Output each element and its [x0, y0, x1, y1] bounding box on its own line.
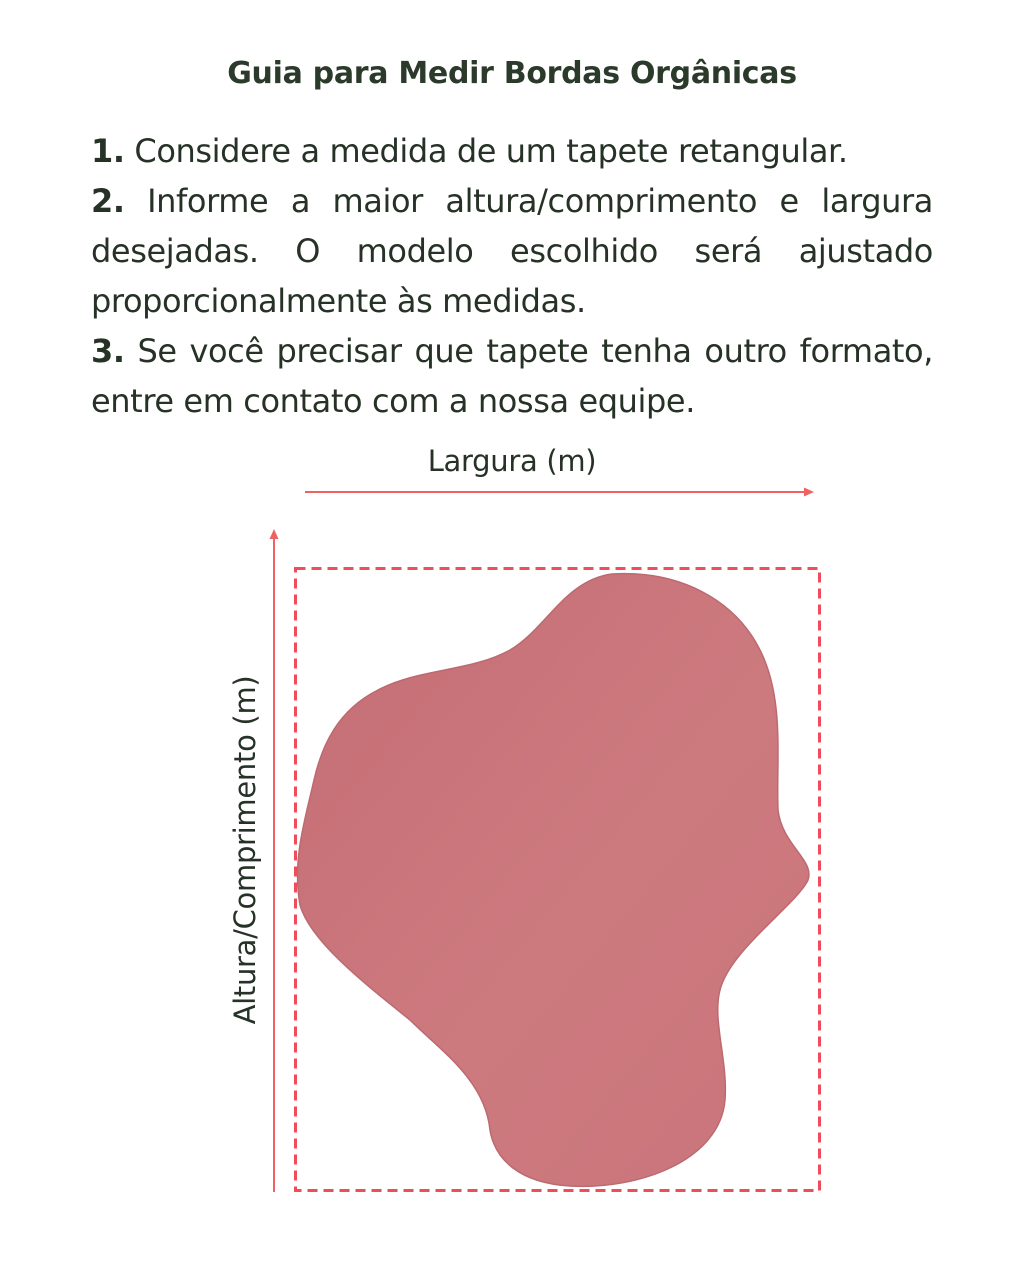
step-text: Considere a medida de um tapete retangular. — [124, 132, 848, 170]
step-number: 2. — [91, 182, 125, 220]
page-title: Guia para Medir Bordas Orgânicas — [227, 56, 797, 91]
height-arrow — [270, 529, 279, 1192]
organic-rug-shape — [298, 574, 809, 1187]
step-number: 1. — [91, 132, 125, 170]
width-label: Largura (m) — [427, 444, 597, 478]
width-arrow — [305, 488, 814, 497]
height-label: Altura/Comprimento (m) — [228, 675, 262, 1025]
step-text: Informe a maior altura/comprimento e largura desejadas. O modelo escolhido será ajustado proporcionalmente às medidas. — [91, 182, 933, 320]
step-text: Se você precisar que tapete tenha outro formato, entre em contato com a nossa equipe. — [91, 332, 933, 420]
step-number: 3. — [91, 332, 125, 370]
